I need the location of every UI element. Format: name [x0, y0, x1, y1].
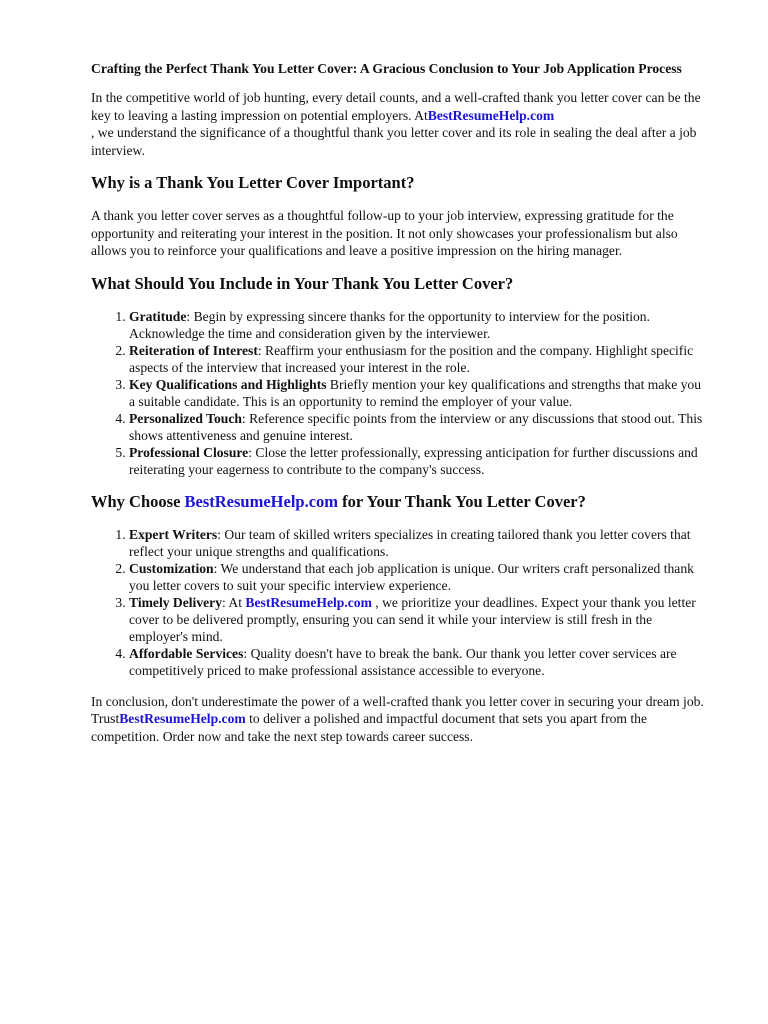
- importance-paragraph: A thank you letter cover serves as a thoughtful follow-up to your job interview, expressing gratitude for the opportunity and reiterating your interest in the position. It not only showcases your professionalism but also allows you to reinforce your qualifications and leave a positive impression on the hiring manager.: [91, 208, 678, 258]
- list-item: 2. Reiteration of Interest: Reaffirm your enthusiasm for the position and the company. Highlight specific aspects of the interview that increased your interest in the role.: [129, 342, 708, 376]
- intro-paragraph: [91, 89, 708, 159]
- list-item: 3. Timely Delivery: At BestResumeHelp.com , we prioritize your deadlines. Expect your thank you letter cover to be delivered promptly, ensuring you can send it while your interview is still fresh in the employer's mind.: [129, 594, 708, 645]
- list-item-term: Customization: [129, 560, 214, 576]
- list-item-term: Professional Closure: [129, 444, 249, 460]
- list-item-term: Key Qualifications and Highlights: [129, 376, 327, 392]
- why-choose-list: [91, 526, 708, 679]
- list-item-text: Reference specific points from the interview or any discussions that stood out. This shows attentiveness and genuine interest.: [129, 410, 703, 443]
- conclusion-site-link[interactable]: BestResumeHelp.com: [119, 711, 246, 726]
- list-item-text: , we prioritize your deadlines. Expect your thank you letter cover to be delivered promptly, ensuring you can send it while your interview is still fresh in the employer's mind.: [129, 594, 696, 644]
- intro-text-after: , we understand the significance of a thoughtful thank you letter cover and its role in sealing the deal after a job interview.: [91, 125, 697, 158]
- list-item-text: : Quality doesn't have to break the bank. Our thank you letter cover services are competitively priced to make professional assistance accessible to everyone.: [129, 645, 677, 678]
- list-item-text: : Our team of skilled writers specializes in creating tailored thank you letter covers that reflect your unique strengths and qualifications.: [129, 526, 691, 559]
- list-site-link[interactable]: BestResumeHelp.com: [245, 594, 372, 610]
- list-item: [129, 560, 708, 594]
- intro-text-before: In the competitive world of job hunting, every detail counts, and a well-crafted thank you letter cover can be the key to leaving a lasting impression on potential employers. At: [91, 90, 701, 123]
- intro-site-link[interactable]: BestResumeHelp.com: [427, 107, 555, 123]
- section-heading-include: What Should You Include in Your Thank You Letter Cover?: [91, 273, 514, 293]
- list-item-text: : We understand that each job application is unique. Our writers craft personalized thank you letter covers to suit your specific interview experience.: [129, 560, 694, 593]
- list-item-term: Affordable Services: [129, 645, 244, 661]
- list-item: [129, 645, 708, 679]
- conclusion-paragraph: In conclusion, don't underestimate the power of a well-crafted thank you letter cover in securing your dream job. TrustBestResumeHelp.com to deliver a polished and impactful document that sets you apart from the competition. Order now and take the next step towards career success.: [91, 693, 704, 744]
- list-item: 1. Gratitude: Begin by expressing sincere thanks for the opportunity to interview for the position. Acknowledge the time and consideration given by the interviewer.: [129, 308, 708, 342]
- list-item-text: Begin by expressing sincere thanks for the opportunity to interview for the position. Acknowledge the time and consideration given by the interviewer.: [129, 308, 651, 341]
- list-item: [129, 376, 708, 410]
- section-heading-why-choose: Why Choose BestResumeHelp.com for Your Thank You Letter Cover?: [91, 491, 586, 511]
- list-item-text: Reaffirm your enthusiasm for the position and the company. Highlight specific aspects of the interview that increased your interest in the role.: [129, 342, 694, 375]
- list-item-term: Personalized Touch: [129, 410, 242, 426]
- list-item-term: Expert Writers: [129, 526, 218, 542]
- list-item: 5. Professional Closure: Close the letter professionally, expressing anticipation for further discussions and reiterating your eagerness to contribute to the company's success.: [129, 444, 708, 478]
- list-item-text: Briefly mention your key qualifications and strengths that make you a suitable candidate. This is an opportunity to remind the employer of your value.: [129, 376, 702, 409]
- list-item-term: Timely Delivery: [129, 594, 222, 610]
- list-item-term: Gratitude: [129, 308, 187, 324]
- list-item-text: Close the letter professionally, expressing anticipation for further discussions and reiterating your eagerness to contribute to the company's success.: [129, 444, 698, 477]
- list-item-term: Reiteration of Interest: [129, 342, 258, 358]
- section-heading-importance: Why is a Thank You Letter Cover Important?: [91, 173, 415, 192]
- document-title: Crafting the Perfect Thank You Letter Cover: A Gracious Conclusion to Your Job Application Process: [91, 61, 682, 76]
- list-item: [129, 526, 708, 560]
- heading-site-link[interactable]: BestResumeHelp.com: [184, 491, 339, 511]
- list-item: 4. Personalized Touch: Reference specific points from the interview or any discussions that stood out. This shows attentiveness and genuine interest.: [129, 410, 708, 444]
- include-list: [91, 308, 708, 478]
